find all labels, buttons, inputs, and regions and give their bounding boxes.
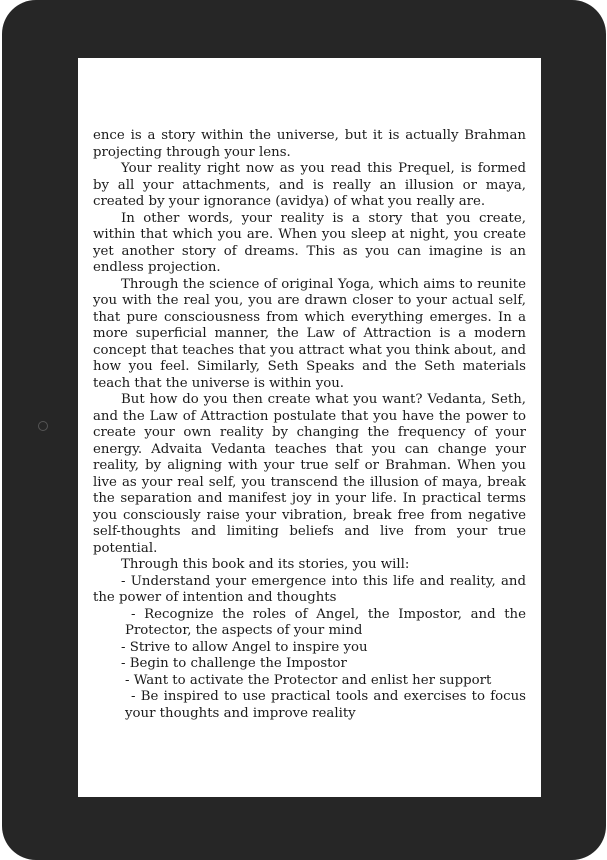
paragraph: Through the science of original Yoga, which aims to reunite you with the real you, you are drawn closer to your actual self, that pure consciousness from which everything emerges. In a more superficial manner, the Law of Attraction is a modern concept that teaches that you attract what you think about, and how you feel. Similarly, Seth Speaks and the Seth materials teach that the universe is within you. <box>93 276 526 391</box>
list-item: - Understand your emergence into this life and reality, and the power of intention and thoughts <box>93 573 526 605</box>
tablet-device <box>2 0 606 860</box>
paragraph: Your reality right now as you read this Prequel, is formed by all your attachments, and is really an illusion or maya, created by your ignorance (avidya) of what you really are. <box>93 161 526 209</box>
list-item: - Recognize the roles of Angel, the Impostor, and the Protector, the aspects of your mind <box>125 606 526 638</box>
camera-icon <box>38 421 48 431</box>
list-item: - Strive to allow Angel to inspire you <box>121 639 368 655</box>
paragraph: Through this book and its stories, you will: <box>121 557 410 572</box>
paragraph: In other words, your reality is a story that you create, within that which you are. When you sleep at night, you create yet another story of dreams. This as you can imagine is an endless projection. <box>93 210 526 275</box>
list-item: - Be inspired to use practical tools and exercises to focus your thoughts and improve reality <box>125 689 526 721</box>
paragraph: But how do you then create what you want? Vedanta, Seth, and the Law of Attraction postulate that you have the power to create your own reality by changing the frequency of your energy. Advaita Vedanta teaches that you can change your reality, by aligning with your true self or Brahman. When you live as your real self, you transcend the illusion of maya, break the separation and manifest joy in your life. In practical terms you consciously raise your vibration, break free from negative self-thoughts and limiting beliefs and live from your true potential. <box>93 392 526 556</box>
reader-screen[interactable] <box>78 58 541 797</box>
list-item: - Want to activate the Protector and enlist her support <box>125 672 492 688</box>
page-text <box>93 128 526 722</box>
list-item: - Begin to challenge the Impostor <box>121 656 347 671</box>
paragraph: ence is a story within the universe, but it is actually Brahman projecting through your lens. <box>93 128 526 160</box>
